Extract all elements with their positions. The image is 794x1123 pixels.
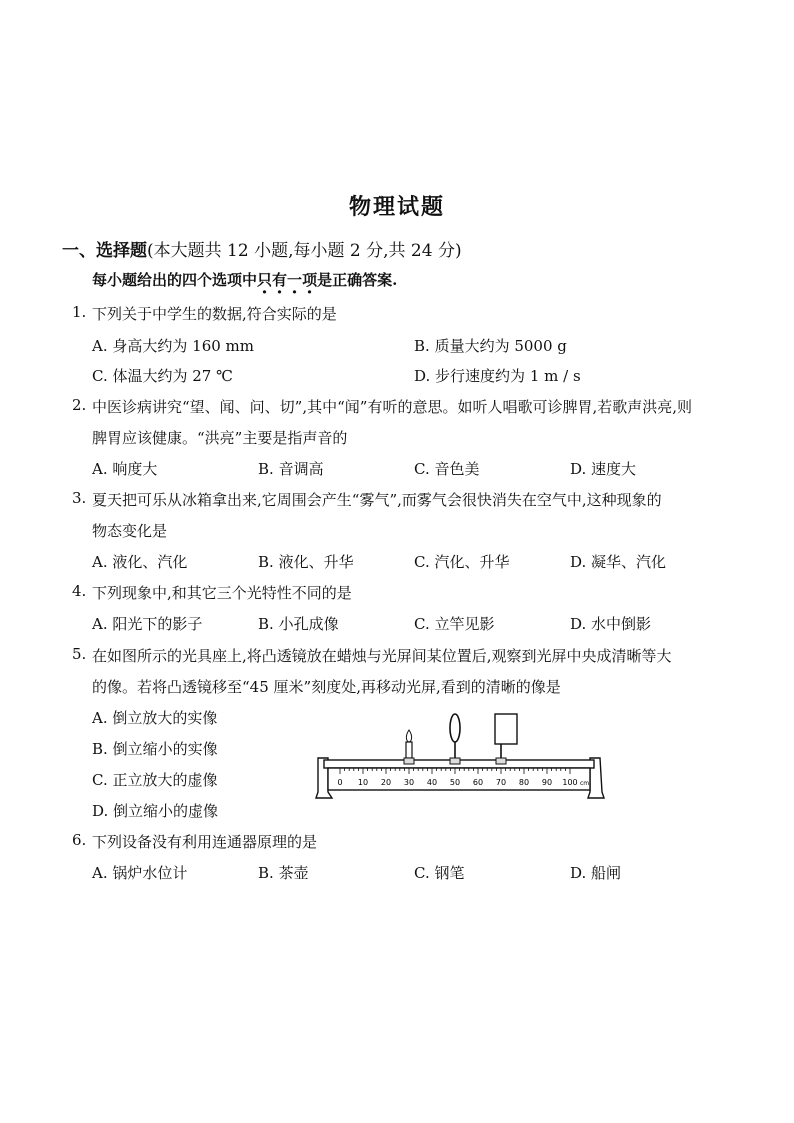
question-4-stem: 下列现象中,和其它三个光特性不同的是 xyxy=(92,584,352,602)
option-letter: A. xyxy=(92,864,108,882)
question-1-option-a[interactable] xyxy=(92,335,254,356)
section-header xyxy=(62,236,462,261)
option-letter: C. xyxy=(414,615,430,633)
question-3-option-b[interactable] xyxy=(258,551,354,572)
option-text: 身高大约为 160 mm xyxy=(112,337,255,355)
option-letter: C. xyxy=(414,553,430,571)
scale-tick-label: 20 xyxy=(380,778,392,787)
option-text: 锅炉水位计 xyxy=(112,864,188,882)
question-5-option-a[interactable] xyxy=(92,707,217,728)
option-text: 音色美 xyxy=(434,460,480,478)
section-instruction xyxy=(92,269,397,290)
question-2-number: 2. xyxy=(72,396,87,414)
option-letter: B. xyxy=(414,337,430,355)
option-letter: C. xyxy=(414,864,430,882)
option-letter: A. xyxy=(92,460,108,478)
scale-tick-label: 30 xyxy=(403,778,415,787)
option-letter: D. xyxy=(414,367,431,385)
option-letter: D. xyxy=(570,615,587,633)
question-5-option-d[interactable] xyxy=(92,800,218,821)
question-3-stem-line-2: 物态变化是 xyxy=(92,522,168,540)
option-letter: A. xyxy=(92,337,108,355)
option-letter: D. xyxy=(570,864,587,882)
question-5-option-b[interactable] xyxy=(92,738,218,759)
option-text: 液化、升华 xyxy=(278,553,354,571)
lens-shape xyxy=(450,714,460,742)
instruction-emphasis-char: 一 xyxy=(287,271,303,289)
scale-tick-label: 70 xyxy=(495,778,507,787)
option-text: 水中倒影 xyxy=(591,615,652,633)
instruction-pre: 每小题给出的四个选项中 xyxy=(92,271,258,289)
scale-tick-label: 60 xyxy=(472,778,484,787)
scale-tick-label: 10 xyxy=(357,778,369,787)
option-text: 阳光下的影子 xyxy=(112,615,203,633)
question-4-option-b[interactable] xyxy=(258,613,339,634)
question-2-option-d[interactable] xyxy=(570,458,636,479)
option-text: 倒立缩小的虚像 xyxy=(113,802,219,820)
question-4-option-a[interactable] xyxy=(92,613,202,634)
question-3-stem-line-1: 夏天把可乐从冰箱拿出来,它周围会产生“雾气”,而雾气会很快消失在空气中,这种现象的 xyxy=(92,491,662,509)
option-text: 速度大 xyxy=(591,460,637,478)
convex-lens xyxy=(450,714,460,764)
option-letter: D. xyxy=(570,460,587,478)
question-2-stem-line-1: 中医诊病讲究“望、闻、问、切”,其中“闻”有听的意思。如听人唱歌可诊脾胃,若歌声洪亮,则 xyxy=(92,398,692,416)
option-text: 凝华、汽化 xyxy=(591,553,667,571)
option-text: 倒立缩小的实像 xyxy=(112,740,218,758)
question-2-option-c[interactable] xyxy=(414,458,480,479)
instruction-emphasis-char: 只 xyxy=(257,271,273,289)
option-letter: B. xyxy=(258,553,274,571)
scale-unit-label: cm xyxy=(580,780,590,787)
question-1-option-b[interactable] xyxy=(414,335,567,356)
option-text: 倒立放大的实像 xyxy=(112,709,218,727)
page-title: 物理试题 xyxy=(348,194,445,220)
question-1-option-c[interactable] xyxy=(92,365,233,386)
light-screen xyxy=(495,714,517,764)
option-text: 小孔成像 xyxy=(278,615,339,633)
option-text: 音调高 xyxy=(278,460,324,478)
question-3-option-d[interactable] xyxy=(570,551,666,572)
question-2-stem-line-2: 脾胃应该健康。“洪亮”主要是指声音的 xyxy=(92,429,348,447)
scale-tick-label: 100 xyxy=(562,778,578,787)
instruction-emphasis-char: 项 xyxy=(302,271,318,289)
option-text: 钢笔 xyxy=(434,864,465,882)
option-text: 船闸 xyxy=(591,864,622,882)
question-6-number: 6. xyxy=(72,831,87,849)
option-text: 质量大约为 5000 g xyxy=(434,337,567,355)
question-6-option-a[interactable] xyxy=(92,862,187,883)
question-4-option-c[interactable] xyxy=(414,613,495,634)
option-text: 体温大约为 27 ℃ xyxy=(112,367,233,385)
question-6-option-b[interactable] xyxy=(258,862,309,883)
option-text: 正立放大的虚像 xyxy=(112,771,218,789)
option-text: 液化、汽化 xyxy=(112,553,188,571)
question-6-option-d[interactable] xyxy=(570,862,621,883)
option-letter: A. xyxy=(92,615,108,633)
question-5-stem-line-2: 的像。若将凸透镜移至“45 厘米”刻度处,再移动光屏,看到的清晰的像是 xyxy=(92,678,561,696)
question-2-option-b[interactable] xyxy=(258,458,324,479)
scale-tick-label: 80 xyxy=(518,778,530,787)
instruction-emphasis-char: 有 xyxy=(272,271,288,289)
scale-tick-label: 50 xyxy=(449,778,461,787)
candle-flame-icon xyxy=(406,730,411,742)
question-5-stem-line-1: 在如图所示的光具座上,将凸透镜放在蜡烛与光屏间某位置后,观察到光屏中央成清晰等大 xyxy=(92,647,672,665)
option-letter: B. xyxy=(258,460,274,478)
option-text: 响度大 xyxy=(112,460,158,478)
candle xyxy=(404,730,414,764)
candle-holder xyxy=(404,758,414,764)
instruction-post: 是正确答案. xyxy=(317,271,398,289)
optical-bench-svg xyxy=(312,706,612,806)
scale-tick-label: 0 xyxy=(337,778,343,787)
option-letter: A. xyxy=(92,709,108,727)
question-1-stem: 下列关于中学生的数据,符合实际的是 xyxy=(92,305,337,323)
screen-holder xyxy=(496,758,506,764)
option-letter: C. xyxy=(414,460,430,478)
lens-holder xyxy=(450,758,460,764)
optical-bench-figure xyxy=(312,706,612,806)
option-text: 茶壶 xyxy=(278,864,309,882)
question-1-number: 1. xyxy=(72,303,87,321)
question-4-option-d[interactable] xyxy=(570,613,651,634)
option-letter: C. xyxy=(92,771,108,789)
option-letter: B. xyxy=(258,615,274,633)
screen-panel xyxy=(495,714,517,744)
candle-body xyxy=(406,742,412,758)
option-letter: D. xyxy=(92,802,109,820)
question-2-option-a[interactable] xyxy=(92,458,157,479)
option-letter: B. xyxy=(92,740,108,758)
option-text: 汽化、升华 xyxy=(434,553,510,571)
option-letter: B. xyxy=(258,864,274,882)
option-text: 立竿见影 xyxy=(434,615,495,633)
question-6-option-c[interactable] xyxy=(414,862,465,883)
scale-tick-label: 90 xyxy=(541,778,553,787)
option-letter: D. xyxy=(570,553,587,571)
option-text: 步行速度约为 1 m / s xyxy=(435,367,581,385)
question-3-number: 3. xyxy=(72,489,87,507)
question-5-number: 5. xyxy=(72,645,87,663)
question-4-number: 4. xyxy=(72,582,87,600)
question-5-option-c[interactable] xyxy=(92,769,218,790)
option-letter: C. xyxy=(92,367,108,385)
section-title: 一、选择题 xyxy=(62,241,147,261)
question-3-option-c[interactable] xyxy=(414,551,510,572)
question-1-option-d[interactable] xyxy=(414,365,581,386)
question-6-stem: 下列设备没有利用连通器原理的是 xyxy=(92,833,318,851)
scale-tick-label: 40 xyxy=(426,778,438,787)
option-letter: A. xyxy=(92,553,108,571)
section-note: (本大题共 12 小题,每小题 2 分,共 24 分) xyxy=(147,241,462,261)
question-3-option-a[interactable] xyxy=(92,551,187,572)
